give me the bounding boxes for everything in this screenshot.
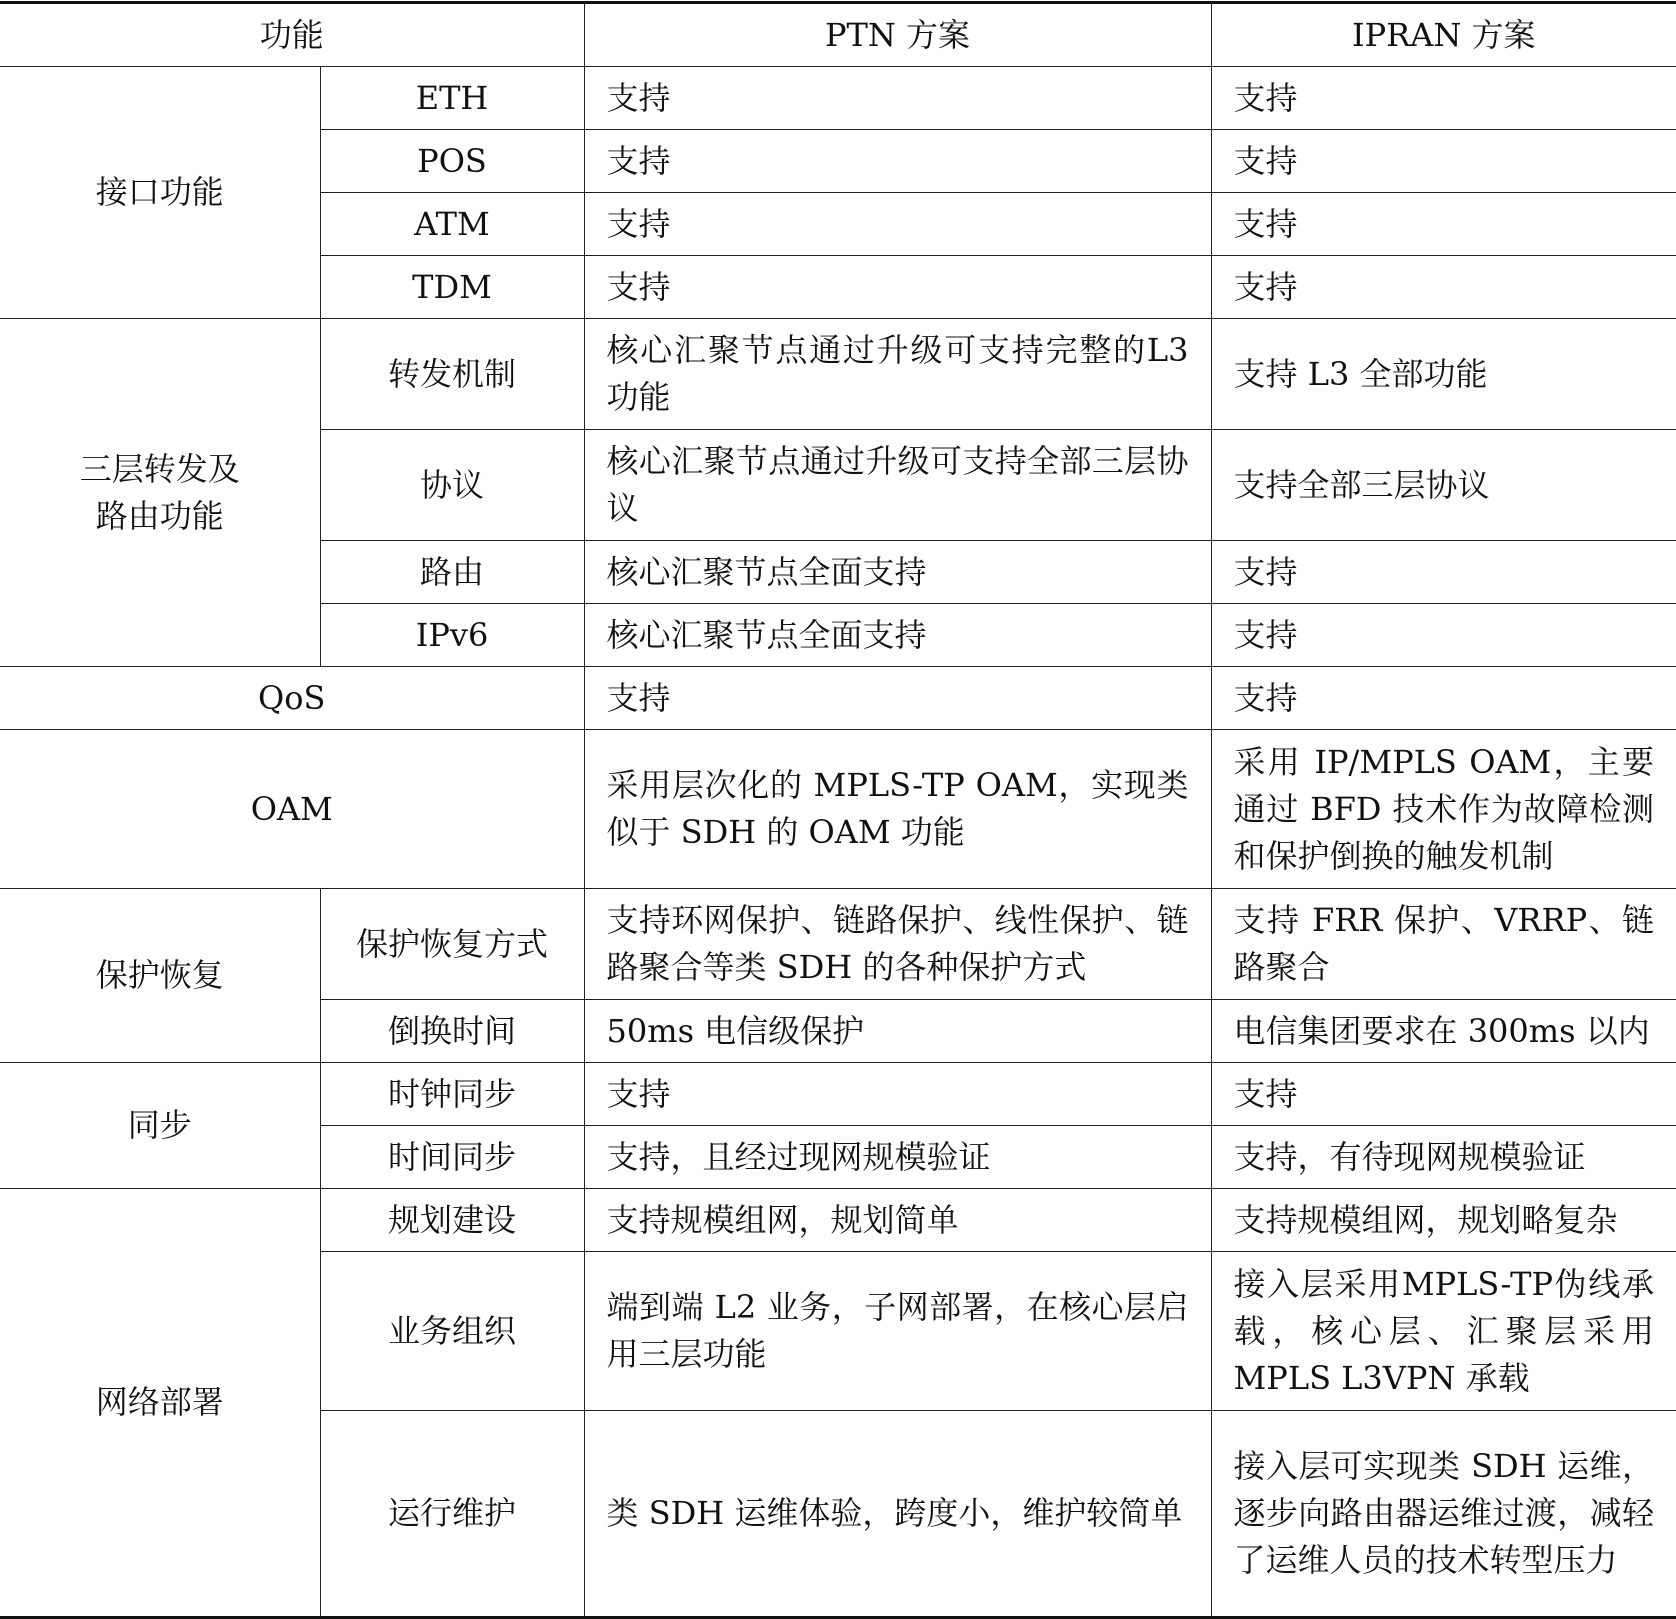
ptn-protection-mode: 支持环网保护、链路保护、线性保护、链路聚合等类 SDH 的各种保护方式 xyxy=(584,889,1211,1000)
ipran-tdm: 支持 xyxy=(1211,256,1676,319)
label-qos: QoS xyxy=(0,667,584,730)
header-ipran: IPRAN 方案 xyxy=(1211,3,1676,67)
ptn-atm: 支持 xyxy=(584,193,1211,256)
sub-eth: ETH xyxy=(320,67,584,130)
ipran-atm: 支持 xyxy=(1211,193,1676,256)
table-row xyxy=(0,730,1676,889)
ipran-protection-mode: 支持 FRR 保护、VRRP、链路聚合 xyxy=(1211,889,1676,1000)
sub-atm: ATM xyxy=(320,193,584,256)
table-row xyxy=(0,1189,1676,1252)
ptn-clock-sync: 支持 xyxy=(584,1063,1211,1126)
sub-switch-time: 倒换时间 xyxy=(320,1000,584,1063)
sub-ipv6: IPv6 xyxy=(320,604,584,667)
sub-time-sync: 时间同步 xyxy=(320,1126,584,1189)
sub-pos: POS xyxy=(320,130,584,193)
table-row xyxy=(0,889,1676,1000)
header-feature: 功能 xyxy=(0,3,584,67)
label-oam: OAM xyxy=(0,730,584,889)
ptn-ipv6: 核心汇聚节点全面支持 xyxy=(584,604,1211,667)
table-row xyxy=(0,667,1676,730)
group-protection: 保护恢复 xyxy=(0,889,320,1063)
ptn-service-org: 端到端 L2 业务，子网部署，在核心层启用三层功能 xyxy=(584,1252,1211,1411)
group-l3-line1: 三层转发及 xyxy=(79,449,240,488)
ptn-protocol: 核心汇聚节点通过升级可支持全部三层协议 xyxy=(584,430,1211,541)
sub-clock-sync: 时钟同步 xyxy=(320,1063,584,1126)
sub-protocol: 协议 xyxy=(320,430,584,541)
ipran-clock-sync: 支持 xyxy=(1211,1063,1676,1126)
header-row xyxy=(0,3,1676,67)
ptn-switch-time: 50ms 电信级保护 xyxy=(584,1000,1211,1063)
sub-routing: 路由 xyxy=(320,541,584,604)
header-ptn: PTN 方案 xyxy=(584,3,1211,67)
ptn-operations: 类 SDH 运维体验，跨度小，维护较简单 xyxy=(584,1411,1211,1618)
ptn-oam: 采用层次化的 MPLS-TP OAM，实现类似于 SDH 的 OAM 功能 xyxy=(584,730,1211,889)
ipran-ipv6: 支持 xyxy=(1211,604,1676,667)
ptn-qos: 支持 xyxy=(584,667,1211,730)
ipran-operations: 接入层可实现类 SDH 运维，逐步向路由器运维过渡，减轻了运维人员的技术转型压力 xyxy=(1211,1411,1676,1618)
ipran-switch-time: 电信集团要求在 300ms 以内 xyxy=(1211,1000,1676,1063)
ptn-eth: 支持 xyxy=(584,67,1211,130)
ptn-routing: 核心汇聚节点全面支持 xyxy=(584,541,1211,604)
sub-protection-mode: 保护恢复方式 xyxy=(320,889,584,1000)
ptn-forwarding: 核心汇聚节点通过升级可支持完整的L3 功能 xyxy=(584,319,1211,430)
ipran-pos: 支持 xyxy=(1211,130,1676,193)
ipran-protocol: 支持全部三层协议 xyxy=(1211,430,1676,541)
ipran-oam: 采用 IP/MPLS OAM，主要通过 BFD 技术作为故障检测和保护倒换的触发机制 xyxy=(1211,730,1676,889)
ptn-time-sync: 支持，且经过现网规模验证 xyxy=(584,1126,1211,1189)
sub-tdm: TDM xyxy=(320,256,584,319)
sub-service-org: 业务组织 xyxy=(320,1252,584,1411)
table-row xyxy=(0,319,1676,430)
table-row xyxy=(0,67,1676,130)
sub-operations: 运行维护 xyxy=(320,1411,584,1618)
group-l3 xyxy=(0,319,320,667)
group-l3-line2: 路由功能 xyxy=(95,496,224,535)
ptn-pos: 支持 xyxy=(584,130,1211,193)
group-interface: 接口功能 xyxy=(0,67,320,319)
ptn-planning: 支持规模组网，规划简单 xyxy=(584,1189,1211,1252)
group-deployment: 网络部署 xyxy=(0,1189,320,1618)
ptn-tdm: 支持 xyxy=(584,256,1211,319)
sub-forwarding: 转发机制 xyxy=(320,319,584,430)
ipran-planning: 支持规模组网，规划略复杂 xyxy=(1211,1189,1676,1252)
ipran-eth: 支持 xyxy=(1211,67,1676,130)
sub-planning: 规划建设 xyxy=(320,1189,584,1252)
ipran-qos: 支持 xyxy=(1211,667,1676,730)
ipran-service-org: 接入层采用MPLS-TP伪线承载，核心层、汇聚层采用MPLS L3VPN 承载 xyxy=(1211,1252,1676,1411)
table-row xyxy=(0,1063,1676,1126)
comparison-table xyxy=(0,1,1676,1619)
ipran-forwarding: 支持 L3 全部功能 xyxy=(1211,319,1676,430)
ipran-routing: 支持 xyxy=(1211,541,1676,604)
group-sync: 同步 xyxy=(0,1063,320,1189)
ipran-time-sync: 支持，有待现网规模验证 xyxy=(1211,1126,1676,1189)
